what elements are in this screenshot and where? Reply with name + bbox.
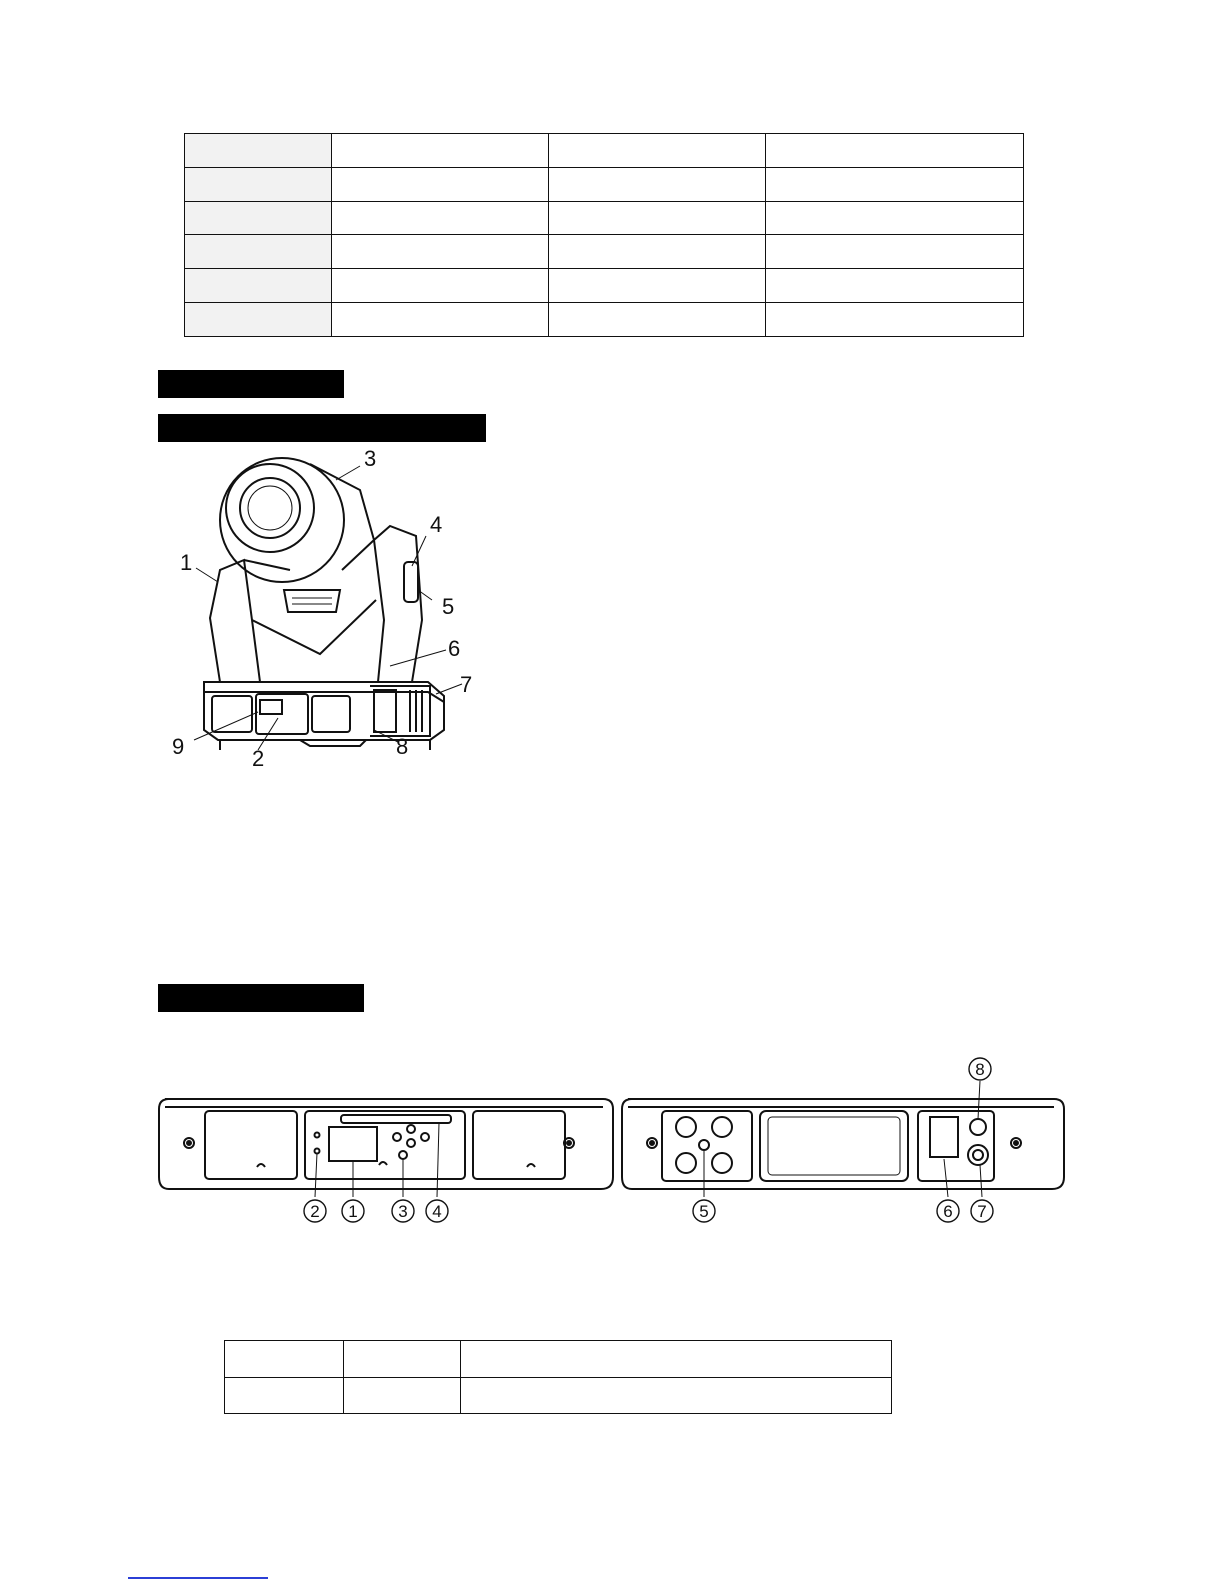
rear-callout-5: 5 (699, 1202, 709, 1221)
front-panel-diagram (155, 1085, 615, 1230)
footer-link-underline[interactable] (128, 1577, 268, 1579)
rear-callout-6: 6 (943, 1202, 953, 1221)
callout-6: 6 (448, 636, 461, 661)
table-row (185, 201, 1024, 235)
rear-callout-8: 8 (975, 1060, 985, 1079)
callout-1: 1 (180, 550, 193, 575)
table-row (225, 1341, 892, 1378)
callout-4: 4 (430, 512, 443, 537)
rear-callout-7: 7 (977, 1202, 987, 1221)
callout-2: 2 (252, 746, 265, 771)
section-subheading-bar (158, 414, 486, 442)
table-row (185, 134, 1024, 168)
callout-8: 8 (396, 734, 409, 759)
section-2-heading-bar (158, 984, 364, 1012)
callout-7: 7 (460, 672, 473, 697)
front-callout-1: 1 (348, 1202, 358, 1221)
table-row (185, 167, 1024, 201)
front-callout-3: 3 (398, 1202, 408, 1221)
callout-5: 5 (442, 594, 455, 619)
spec-table (184, 133, 1024, 337)
table-row (185, 303, 1024, 337)
section-heading-bar (158, 370, 344, 398)
bottom-table (224, 1340, 892, 1414)
callout-9: 9 (172, 734, 185, 759)
table-row (185, 269, 1024, 303)
table-row (185, 235, 1024, 269)
rear-panel-diagram (618, 1055, 1068, 1230)
callout-3: 3 (364, 450, 377, 471)
moving-head-fixture-diagram (160, 450, 500, 780)
front-callout-4: 4 (432, 1202, 442, 1221)
front-callout-2: 2 (310, 1202, 320, 1221)
table-row (225, 1377, 892, 1414)
